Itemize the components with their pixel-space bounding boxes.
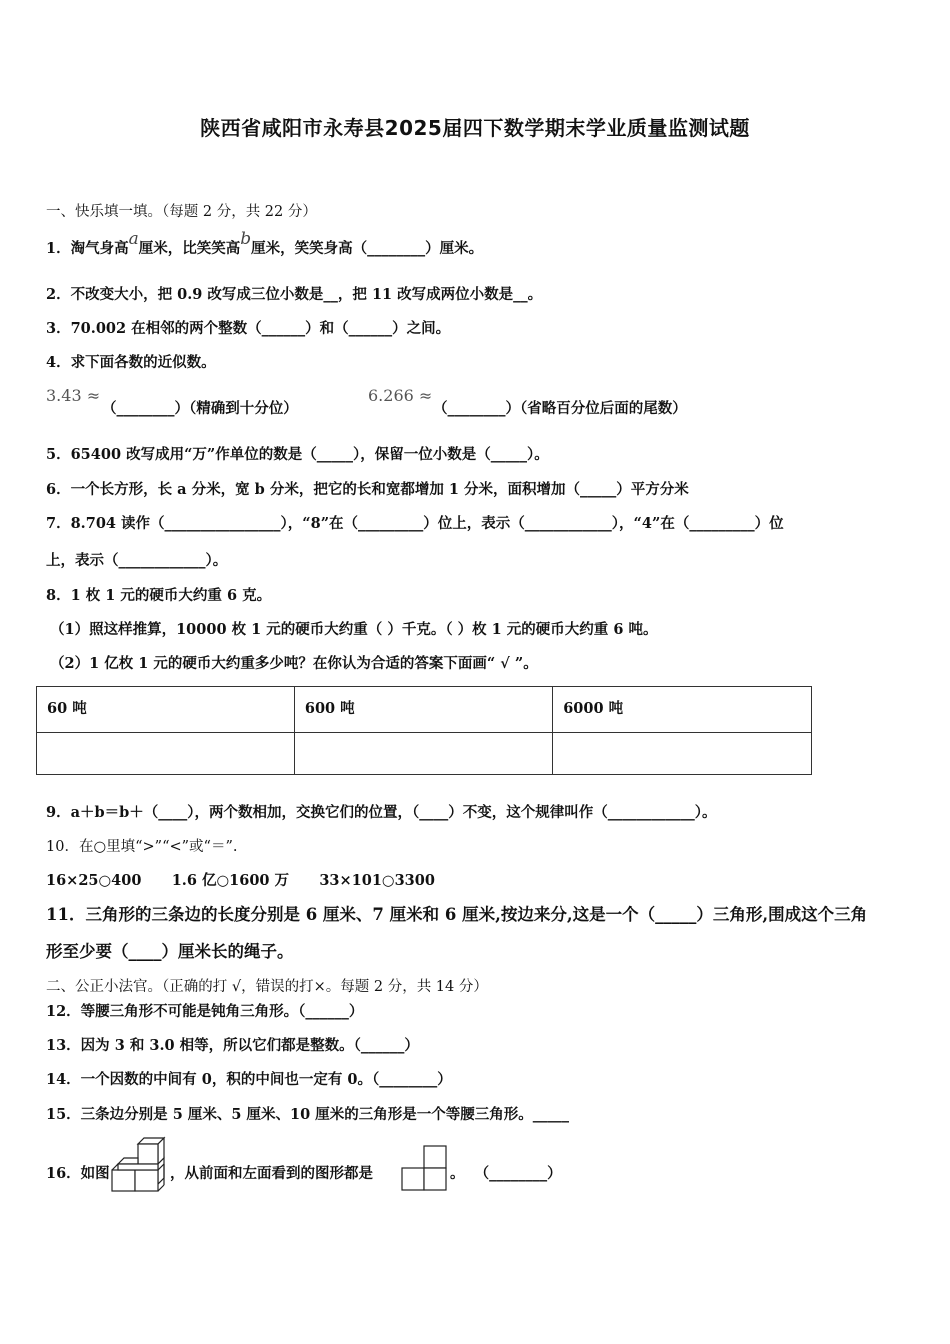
- question-16-middle: ，从前面和左面看到的图形都是: [170, 1165, 373, 1182]
- question-12: 12．等腰三角形不可能是钝角三角形。（______）: [46, 1003, 364, 1020]
- page-title: 陕西省咸阳市永寿县2025届四下数学期末学业质量监测试题: [200, 116, 750, 140]
- question-6: 6．一个长方形，长 a 分米，宽 b 分米，把它的长和宽都增加 1 分米，面积增加（_____）平方分米: [46, 481, 689, 498]
- question-8-part-2: （2）1 亿枚 1 元的硬币大约重多少吨？在你认为合适的答案下面画“ √ ”。: [50, 655, 538, 672]
- question-5: 5．65400 改写成用“万”作单位的数是（_____），保留一位小数是（_____）。: [46, 446, 549, 463]
- question-16-suffix: 。 （________）: [450, 1165, 562, 1182]
- question-11-line-1: 11．三角形的三条边的长度分别是 6 厘米、7 厘米和 6 厘米,按边来分,这是一个（_____）三角形,围成这个三角: [46, 905, 868, 924]
- question-8-part-1: （1）照这样推算，10000 枚 1 元的硬币大约重（ ）千克。（ ）枚 1 元的硬币大约重 6 吨。: [50, 621, 658, 638]
- table-header-6000: 6000 吨: [553, 687, 812, 733]
- table-answer-cell[interactable]: [294, 733, 552, 775]
- question-10: 10．在○里填“>”“<”或“＝”.: [46, 839, 238, 855]
- table-header-600: 600 吨: [294, 687, 552, 733]
- question-8: 8．1 枚 1 元的硬币大约重 6 克。: [46, 587, 272, 604]
- question-14: 14．一个因数的中间有 0，积的中间也一定有 0。（________）: [46, 1071, 452, 1088]
- question-7-line-1: 7．8.704 读作（________________），“8”在（_________）位上，表示（____________），“4”在（_________）位: [46, 515, 784, 532]
- question-7-line-2: 上，表示（____________）。: [46, 552, 228, 569]
- question-4a: （________）（精确到十分位）: [102, 400, 298, 417]
- table-header-60: 60 吨: [37, 687, 295, 733]
- question-9: 9．a＋b＝b＋（____），两个数相加，交换它们的位置，（____）不变，这个规律叫作（____________）。: [46, 804, 717, 821]
- question-4: 4．求下面各数的近似数。: [46, 354, 216, 371]
- question-10-items: 16×25○400 1.6 亿○1600 万 33×101○3300: [46, 872, 435, 889]
- view-shape-figure: [400, 1144, 448, 1192]
- question-2: 2．不改变大小，把 0.9 改写成三位小数是__，把 11 改写成两位小数是__。: [46, 286, 543, 303]
- section-1-heading: 一、快乐填一填。（每题 2 分，共 22 分）: [46, 204, 317, 220]
- question-16-prefix: 16．如图: [46, 1165, 110, 1182]
- variable-b: b: [240, 229, 252, 249]
- question-15: 15．三条边分别是 5 厘米、5 厘米、10 厘米的三角形是一个等腰三角形。_____: [46, 1106, 569, 1123]
- question-13: 13．因为 3 和 3.0 相等，所以它们都是整数。（______）: [46, 1037, 419, 1054]
- cube-stack-figure: [110, 1136, 166, 1194]
- table-answer-cell[interactable]: [553, 733, 812, 775]
- question-4b-expression: 6.266 ≈: [368, 386, 433, 405]
- variable-a: a: [128, 229, 139, 249]
- question-11-line-2: 形至少要（____）厘米长的绳子。: [46, 942, 294, 961]
- question-3: 3．70.002 在相邻的两个整数（______）和（______）之间。: [46, 320, 451, 337]
- answer-table: [36, 686, 812, 775]
- section-2-heading: 二、公正小法官。（正确的打 √，错误的打×。每题 2 分，共 14 分）: [46, 979, 488, 995]
- table-answer-cell[interactable]: [37, 733, 295, 775]
- question-4b: （________）（省略百分位后面的尾数）: [433, 400, 687, 417]
- question-1: 1．淘气身高a厘米，比笑笑高b厘米，笑笑身高（________）厘米。: [46, 229, 484, 257]
- question-4a-expression: 3.43 ≈: [46, 386, 101, 405]
